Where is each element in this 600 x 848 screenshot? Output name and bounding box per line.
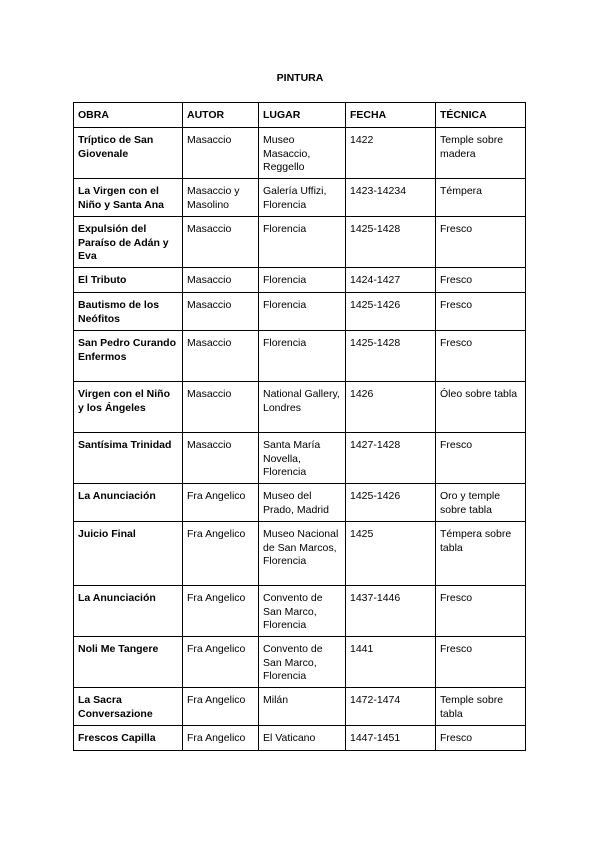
cell-obra: Bautismo de los Neófitos bbox=[74, 293, 183, 331]
cell-obra: Expulsión del Paraíso de Adán y Eva bbox=[74, 217, 183, 268]
cell-lugar: National Gallery, Londres bbox=[259, 382, 346, 433]
cell-fecha: 1441 bbox=[346, 637, 436, 688]
cell-autor: Fra Angelico bbox=[183, 522, 259, 586]
cell-obra: Frescos Capilla bbox=[74, 726, 183, 751]
cell-fecha: 1472-1474 bbox=[346, 688, 436, 726]
cell-obra: La Sacra Conversazione bbox=[74, 688, 183, 726]
cell-autor: Masaccio bbox=[183, 293, 259, 331]
cell-tecnica: Témpera bbox=[436, 179, 526, 217]
cell-tecnica: Fresco bbox=[436, 586, 526, 637]
cell-obra: Noli Me Tangere bbox=[74, 637, 183, 688]
cell-fecha: 1425 bbox=[346, 522, 436, 586]
table-row bbox=[74, 382, 526, 433]
cell-fecha: 1447-1451 bbox=[346, 726, 436, 751]
cell-tecnica: Fresco bbox=[436, 637, 526, 688]
table-row bbox=[74, 293, 526, 331]
table-row bbox=[74, 586, 526, 637]
cell-lugar: Florencia bbox=[259, 331, 346, 382]
cell-tecnica: Temple sobre madera bbox=[436, 128, 526, 179]
page-title: PINTURA bbox=[276, 72, 324, 84]
cell-tecnica: Temple sobre tabla bbox=[436, 688, 526, 726]
cell-fecha: 1425-1428 bbox=[346, 331, 436, 382]
table-row bbox=[74, 688, 526, 726]
cell-fecha: 1422 bbox=[346, 128, 436, 179]
cell-lugar: Florencia bbox=[259, 293, 346, 331]
cell-autor: Fra Angelico bbox=[183, 586, 259, 637]
header-autor: AUTOR bbox=[183, 103, 259, 128]
cell-autor: Fra Angelico bbox=[183, 484, 259, 522]
cell-autor: Masaccio y Masolino bbox=[183, 179, 259, 217]
cell-autor: Fra Angelico bbox=[183, 637, 259, 688]
cell-autor: Fra Angelico bbox=[183, 726, 259, 751]
table-row bbox=[74, 522, 526, 586]
cell-tecnica: Fresco bbox=[436, 217, 526, 268]
cell-fecha: 1426 bbox=[346, 382, 436, 433]
paintings-table bbox=[73, 102, 526, 751]
cell-obra: Tríptico de San Giovenale bbox=[74, 128, 183, 179]
cell-obra: Virgen con el Niño y los Ángeles bbox=[74, 382, 183, 433]
table-row bbox=[74, 433, 526, 484]
cell-tecnica: Fresco bbox=[436, 433, 526, 484]
table-body bbox=[74, 128, 526, 751]
cell-obra: La Virgen con el Niño y Santa Ana bbox=[74, 179, 183, 217]
cell-lugar: El Vaticano bbox=[259, 726, 346, 751]
cell-fecha: 1425-1426 bbox=[346, 293, 436, 331]
cell-tecnica: Óleo sobre tabla bbox=[436, 382, 526, 433]
cell-lugar: Santa María Novella, Florencia bbox=[259, 433, 346, 484]
cell-obra: Juicio Final bbox=[74, 522, 183, 586]
cell-fecha: 1425-1428 bbox=[346, 217, 436, 268]
cell-tecnica: Fresco bbox=[436, 268, 526, 293]
cell-lugar: Milán bbox=[259, 688, 346, 726]
cell-fecha: 1423-14234 bbox=[346, 179, 436, 217]
table-row bbox=[74, 484, 526, 522]
cell-tecnica: Fresco bbox=[436, 331, 526, 382]
cell-autor: Masaccio bbox=[183, 331, 259, 382]
cell-autor: Masaccio bbox=[183, 128, 259, 179]
header-fecha: FECHA bbox=[346, 103, 436, 128]
cell-autor: Fra Angelico bbox=[183, 688, 259, 726]
table-row bbox=[74, 331, 526, 382]
table-row bbox=[74, 128, 526, 179]
cell-tecnica: Fresco bbox=[436, 293, 526, 331]
table-row bbox=[74, 217, 526, 268]
cell-lugar: Museo Masaccio, Reggello bbox=[259, 128, 346, 179]
cell-autor: Masaccio bbox=[183, 268, 259, 293]
cell-tecnica: Oro y temple sobre tabla bbox=[436, 484, 526, 522]
header-obra: OBRA bbox=[74, 103, 183, 128]
cell-fecha: 1424-1427 bbox=[346, 268, 436, 293]
table-header-row bbox=[74, 103, 526, 128]
cell-lugar: Museo Nacional de San Marcos, Florencia bbox=[259, 522, 346, 586]
cell-lugar: Galería Uffizi, Florencia bbox=[259, 179, 346, 217]
cell-fecha: 1437-1446 bbox=[346, 586, 436, 637]
cell-obra: La Anunciación bbox=[74, 484, 183, 522]
cell-autor: Masaccio bbox=[183, 217, 259, 268]
cell-lugar: Florencia bbox=[259, 268, 346, 293]
table-row bbox=[74, 179, 526, 217]
table-row bbox=[74, 726, 526, 751]
cell-autor: Masaccio bbox=[183, 382, 259, 433]
cell-obra: La Anunciación bbox=[74, 586, 183, 637]
cell-lugar: Convento de San Marco, Florencia bbox=[259, 586, 346, 637]
cell-obra: San Pedro Curando Enfermos bbox=[74, 331, 183, 382]
cell-fecha: 1425-1426 bbox=[346, 484, 436, 522]
table-row bbox=[74, 637, 526, 688]
table-row bbox=[74, 268, 526, 293]
cell-lugar: Convento de San Marco, Florencia bbox=[259, 637, 346, 688]
cell-autor: Masaccio bbox=[183, 433, 259, 484]
cell-lugar: Florencia bbox=[259, 217, 346, 268]
cell-obra: Santísima Trinidad bbox=[74, 433, 183, 484]
cell-tecnica: Fresco bbox=[436, 726, 526, 751]
cell-obra: El Tributo bbox=[74, 268, 183, 293]
cell-lugar: Museo del Prado, Madrid bbox=[259, 484, 346, 522]
header-lugar: LUGAR bbox=[259, 103, 346, 128]
cell-fecha: 1427-1428 bbox=[346, 433, 436, 484]
cell-tecnica: Témpera sobre tabla bbox=[436, 522, 526, 586]
header-tecnica: TÉCNICA bbox=[436, 103, 526, 128]
